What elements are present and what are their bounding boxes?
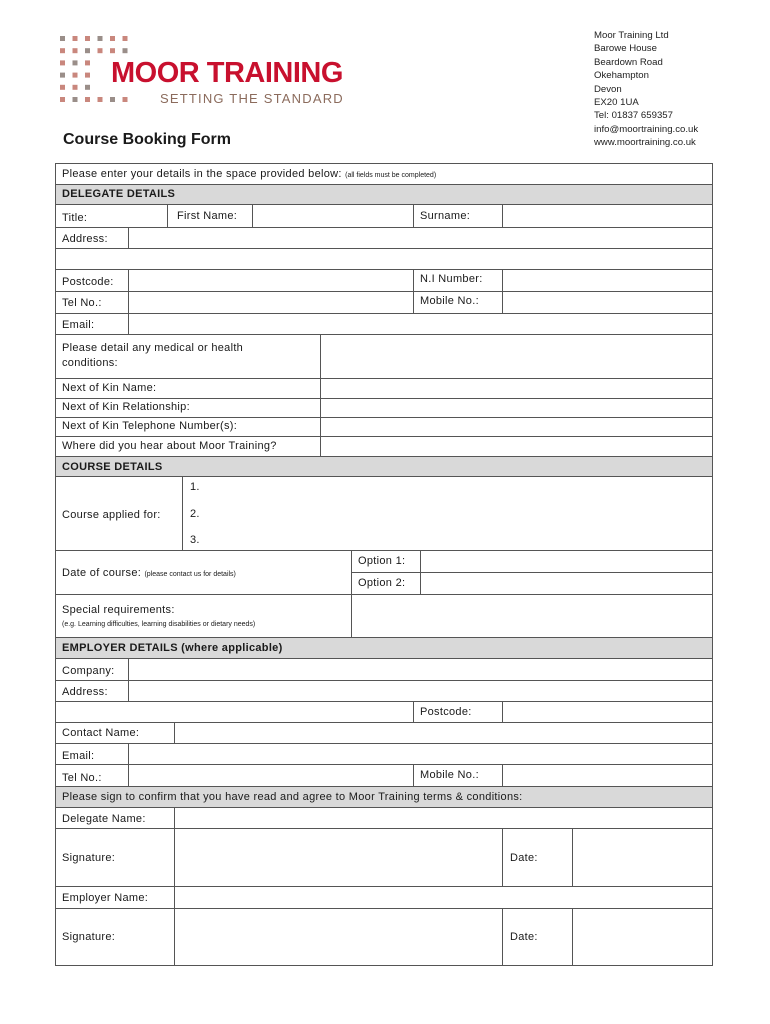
logo-dot: [98, 36, 103, 41]
email-label: Email:: [62, 319, 95, 331]
logo-dot: [98, 97, 103, 102]
employer-name-label: Employer Name:: [62, 892, 149, 904]
employer-signature-label: Signature:: [62, 931, 116, 943]
logo-wordmark: MOOR TRAINING: [111, 57, 343, 89]
logo-dot: [110, 97, 115, 102]
logo-dot: [123, 36, 128, 41]
postcode-label: Postcode:: [62, 276, 114, 288]
employer-section-header: EMPLOYER DETAILS (where applicable): [62, 642, 283, 654]
delegate-date-label: Date:: [510, 852, 538, 864]
delegate-signature-label: Signature:: [62, 852, 116, 864]
medical-label-line2: conditions:: [62, 357, 118, 369]
special-requirements-label: Special requirements:: [62, 604, 175, 616]
option2-label: Option 2:: [358, 577, 406, 589]
logo-dot: [60, 36, 65, 41]
logo-dot: [73, 97, 78, 102]
company-address: [594, 29, 698, 150]
employer-mobile-label: Mobile No.:: [420, 769, 479, 781]
course-section-header: COURSE DETAILS: [62, 461, 163, 473]
surname-label: Surname:: [420, 210, 471, 222]
contact-name-label: Contact Name:: [62, 727, 140, 739]
logo-dot: [85, 36, 90, 41]
date-of-course-label: Date of course: (please contact us for details): [62, 567, 236, 579]
logo-dot: [85, 73, 90, 78]
medical-label-line1: Please detail any medical or health: [62, 342, 244, 354]
logo-dot: [85, 48, 90, 53]
logo-dot: [73, 85, 78, 90]
course-item-1: 1.: [190, 481, 200, 493]
intro-text: Please enter your details in the space provided below: (all fields must be completed): [62, 168, 437, 180]
logo-dot: [110, 48, 115, 53]
logo-dot: [85, 97, 90, 102]
employer-date-label: Date:: [510, 931, 538, 943]
title-label: Title:: [62, 212, 88, 224]
logo-dot: [73, 48, 78, 53]
company-label: Company:: [62, 665, 115, 677]
kin-relationship-label: Next of Kin Relationship:: [62, 401, 190, 413]
tel-label: Tel No.:: [62, 297, 102, 309]
logo-dot: [73, 36, 78, 41]
logo-dot: [85, 85, 90, 90]
logo-dot: [98, 48, 103, 53]
employer-email-label: Email:: [62, 750, 95, 762]
address-line: Moor Training Ltd: [594, 30, 669, 41]
employer-tel-label: Tel No.:: [62, 772, 102, 784]
logo-dot: [73, 60, 78, 65]
logo-dot: [60, 85, 65, 90]
address-line: Okehampton: [594, 70, 649, 82]
logo-dot: [85, 60, 90, 65]
course-item-2: 2.: [190, 508, 200, 520]
address-line: www.moortraining.co.uk: [594, 137, 696, 149]
logo-dot: [73, 73, 78, 78]
employer-postcode-label: Postcode:: [420, 706, 472, 718]
course-item-3: 3.: [190, 534, 200, 546]
logo-dot: [60, 60, 65, 65]
option1-label: Option 1:: [358, 555, 406, 567]
address-line: Beardown Road: [594, 56, 663, 68]
address-line: Devon: [594, 83, 622, 95]
logo-dot: [60, 73, 65, 78]
special-requirements-note: (e.g. Learning difficulties, learning disabilities or dietary needs): [62, 621, 256, 628]
page-title: Course Booking Form: [63, 131, 232, 148]
logo-dot: [123, 48, 128, 53]
kin-name-label: Next of Kin Name:: [62, 382, 157, 394]
address-line: Barowe House: [594, 43, 657, 55]
logo-dot: [60, 48, 65, 53]
logo-dot: [123, 97, 128, 102]
address-line: Tel: 01837 659357: [594, 110, 673, 122]
logo-dot: [110, 36, 115, 41]
first-name-label: First Name:: [177, 210, 238, 222]
hear-about-label: Where did you hear about Moor Training?: [62, 440, 277, 452]
address-line: EX20 1UA: [594, 97, 639, 109]
delegate-name-label: Delegate Name:: [62, 813, 146, 825]
address-line: info@moortraining.co.uk: [594, 123, 699, 135]
address-label: Address:: [62, 233, 108, 245]
ni-number-label: N.I Number:: [420, 273, 483, 285]
logo-dot: [60, 97, 65, 102]
course-applied-label: Course applied for:: [62, 509, 161, 521]
logo-tagline: SETTING THE STANDARD: [160, 91, 344, 106]
delegate-section-header: DELEGATE DETAILS: [62, 188, 176, 200]
signoff-header: Please sign to confirm that you have read and agree to Moor Training terms & conditions:: [62, 791, 523, 803]
mobile-label: Mobile No.:: [420, 295, 479, 307]
kin-telephone-label: Next of Kin Telephone Number(s):: [62, 420, 238, 432]
employer-address-label: Address:: [62, 686, 108, 698]
